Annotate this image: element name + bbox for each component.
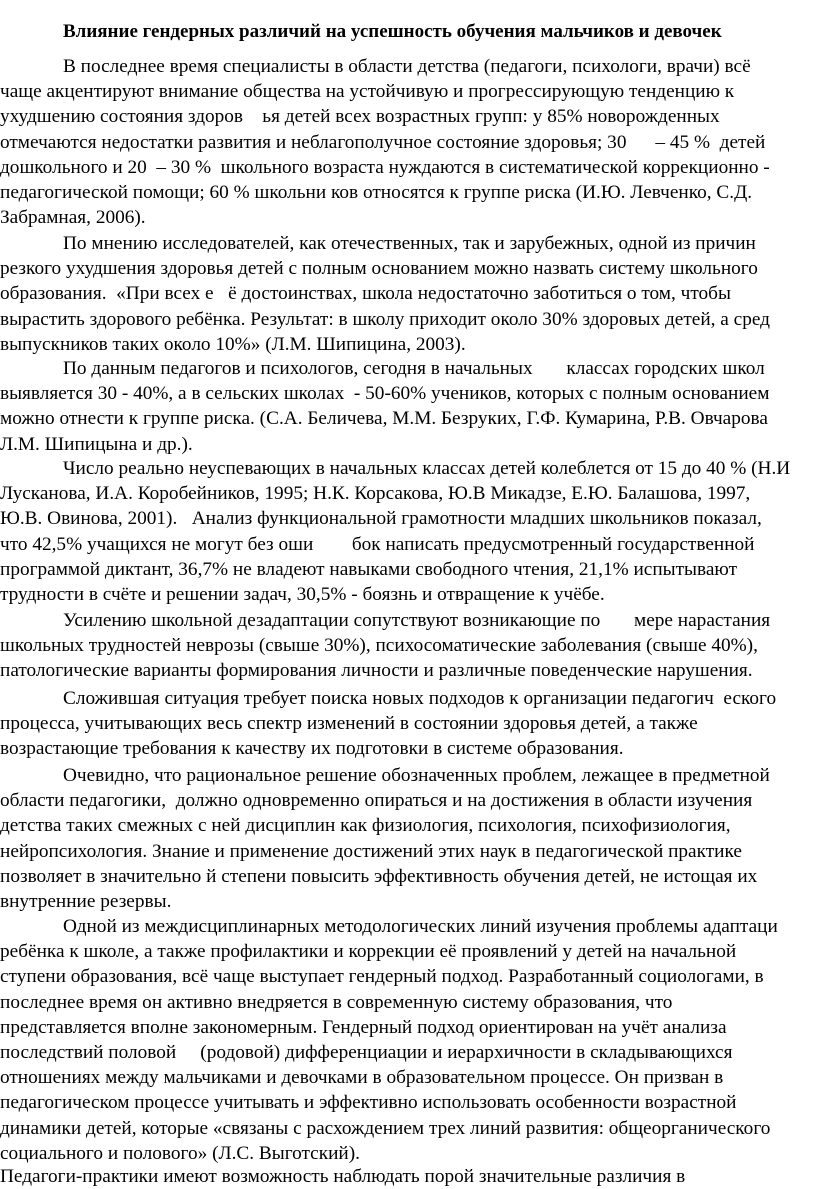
text-line: Педагоги-практики имеют возможность наблюдать порой значительные различия в xyxy=(0,1166,686,1187)
text-line: внутренние резервы. xyxy=(0,891,172,912)
text-line: Ю.В. Овинова, 2001). Анализ функциональной грамотности младших школьников показал, xyxy=(0,508,762,530)
text-line: вырастить здорового ребёнка. Результат: в школу приходит около 30% здоровых детей, а сред xyxy=(0,308,770,330)
text-line: можно отнести к группе риска. (С.А. Беличева, М.М. Безруких, Г.Ф. Кумарина, Р.В. Овчарова xyxy=(0,408,768,430)
text-line: отмечаются недостатки развития и неблагополучное состояние здоровья; 30 – 45 % детей xyxy=(0,131,766,153)
text-line: патологические варианты формирования личности и различные поведенческие нарушения. xyxy=(0,660,753,682)
text-line: динамики детей, которые «связаны с расхождением трех линий развития: общеорганического xyxy=(0,1117,771,1139)
text-line: педагогическом процессе учитывать и эффективно использовать особенности возрастной xyxy=(0,1092,737,1114)
text-line: последнее время он активно внедряется в современную систему образования, что xyxy=(0,991,673,1013)
text-line: последствий половой (родовой) дифференциации и иерархичности в складывающихся xyxy=(0,1042,733,1063)
text-line: По мнению исследователей, как отечественных, так и зарубежных, одной из причин xyxy=(63,233,756,254)
text-line: детства таких смежных с ней дисциплин как физиология, психология, психофизиология, xyxy=(0,815,731,837)
text-line: педагогической помощи; 60 % школьни ков относятся к группе риска (И.Ю. Левченко, С.Д. xyxy=(0,182,753,203)
text-line: области педагогики, должно одновременно опираться и на достижения в области изучения xyxy=(0,790,753,812)
text-line: чаще акцентируют внимание общества на устойчивую и прогрессирующую тенденцию к xyxy=(0,81,735,103)
text-line: Л.М. Шипицына и др.). xyxy=(0,433,193,455)
text-line: Одной из междисциплинарных методологических линий изучения проблемы адаптаци xyxy=(63,916,778,937)
text-line: Лусканова, И.А. Коробейников, 1995; Н.К. Корсакова, Ю.В Микадзе, Е.Ю. Балашова, 1997, xyxy=(0,483,751,505)
text-line: отношениях между мальчиками и девочками в образовательном процессе. Он призван в xyxy=(0,1067,724,1089)
text-line: Число реально неуспевающих в начальных классах детей колеблется от 15 до 40 % (Н.И xyxy=(63,458,791,479)
text-line: программой диктант, 36,7% не владеют навыками свободного чтения, 21,1% испытывают xyxy=(0,558,737,580)
text-line: В последнее время специалисты в области детства (педагоги, психологи, врачи) всё xyxy=(63,56,751,77)
text-line: Сложившая ситуация требует поиска новых подходов к организации педагогич еского xyxy=(63,688,777,709)
text-line: социального и полового» (Л.С. Выготский). xyxy=(0,1142,360,1164)
text-line: Усилению школьной дезадаптации сопутствуют возникающие по мере нарастания xyxy=(63,610,771,631)
text-line: нейропсихология. Знание и применение достижений этих наук в педагогической практике xyxy=(0,840,742,862)
text-line: возрастающие требования к качеству их подготовки в системе образования. xyxy=(0,738,624,760)
text-line: образования. «При всех е ё достоинствах, школа недостаточно заботиться о том, чтобы xyxy=(0,283,731,305)
text-line: представляется вполне закономерным. Гендерный подход ориентирован на учёт анализа xyxy=(0,1016,727,1038)
text-line: Забрамная, 2006). xyxy=(0,207,146,229)
text-line: дошкольного и 20 – 30 % школьного возраста нуждаются в систематической коррекционно - xyxy=(0,156,770,178)
text-line: выпускников таких около 10%» (Л.М. Шипицина, 2003). xyxy=(0,333,466,355)
text-line: процесса, учитывающих весь спектр изменений в состоянии здоровья детей, а также xyxy=(0,713,698,735)
text-line: школьных трудностей неврозы (свыше 30%), психосоматические заболевания (свыше 40%), xyxy=(0,635,758,657)
text-line: что 42,5% учащихся не могут без оши бок написать предусмотренный государственной xyxy=(0,533,755,555)
text-line: позволяет в значительно й степени повысить эффективность обучения детей, не истощая их xyxy=(0,865,758,887)
text-line: выявляется 30 - 40%, а в сельских школах - 50-60% учеников, которых с полным основанием xyxy=(0,383,770,405)
text-line: По данным педагогов и психологов, сегодня в начальных классах городских школ xyxy=(63,358,765,379)
text-line: Очевидно, что рациональное решение обозначенных проблем, лежащее в предметной xyxy=(63,765,770,786)
text-line: ступени образования, всё чаще выступает гендерный подход. Разработанный социологами, в xyxy=(0,966,764,988)
text-line: ухудшению состояния здоров ья детей всех возрастных групп: у 85% новорожденных xyxy=(0,106,720,128)
text-line: резкого ухудшения здоровья детей с полным основанием можно назвать систему школьного xyxy=(0,258,758,280)
text-line: ребёнка к школе, а также профилактики и коррекции её проявлений у детей на начальной xyxy=(0,941,737,963)
text-line: трудности в счёте и решении задач, 30,5% - боязнь и отвращение к учёбе. xyxy=(0,584,605,605)
document-title: Влияние гендерных различий на успешность обучения мальчиков и девочек xyxy=(63,21,722,42)
